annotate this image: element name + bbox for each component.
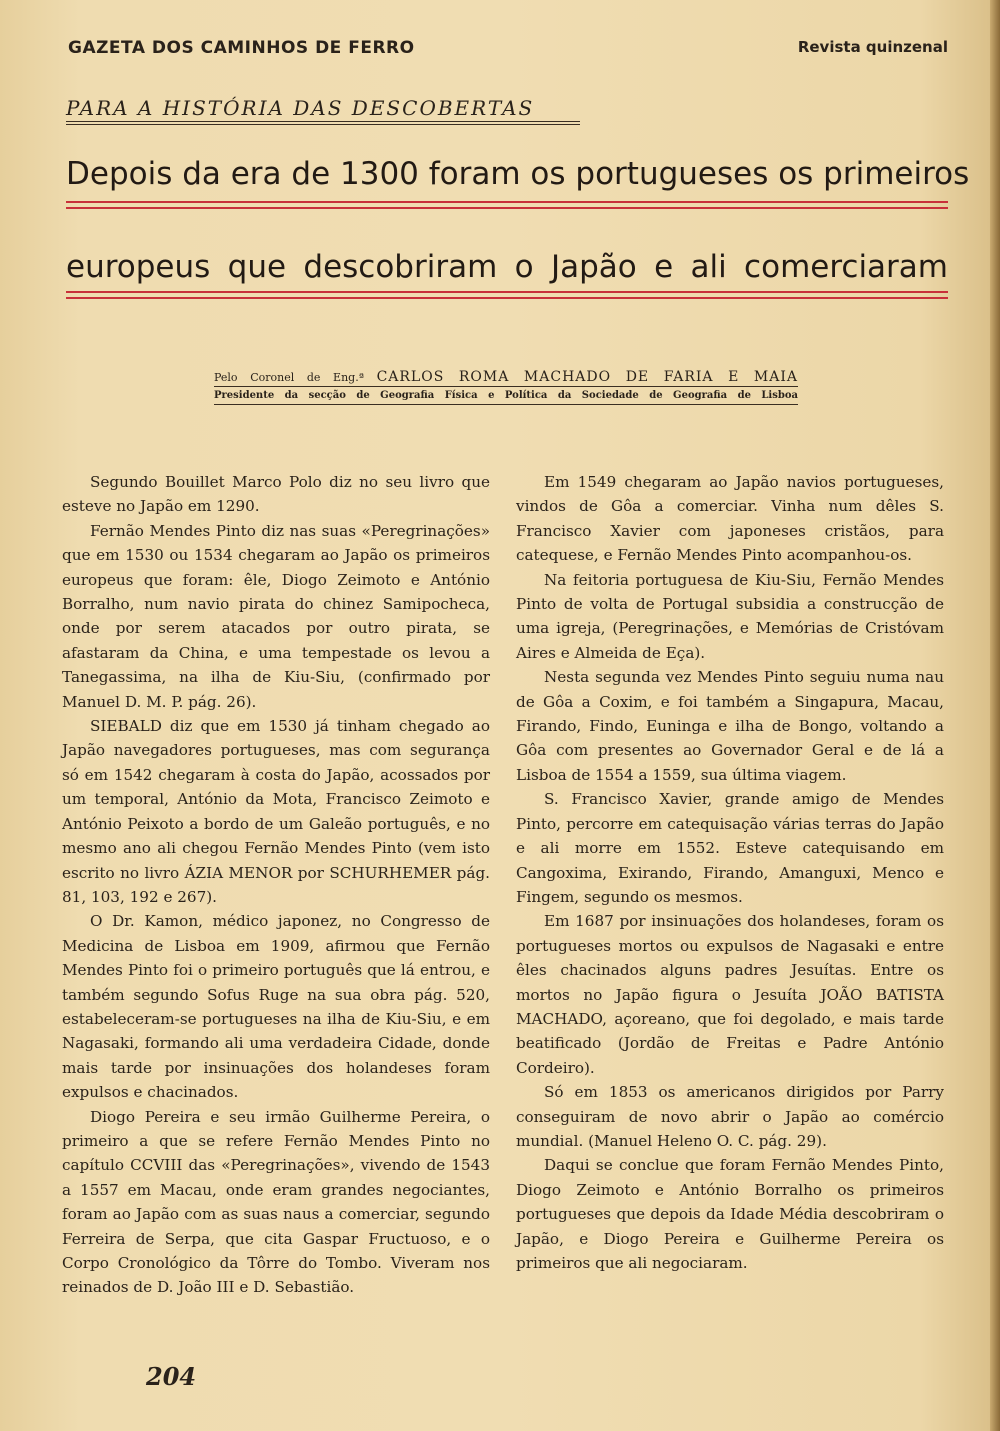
- paragraph: S. Francisco Xavier, grande amigo de Mendes Pinto, percorre em catequisação várias terras do Japão e ali morre em 1552. Esteve catequisando em Cangoxima, Exirando, Firando, Amanguxi, Menco e Fingem, segundo os mesmos.: [516, 790, 944, 906]
- headline-rule: [66, 297, 948, 299]
- paragraph: Diogo Pereira e seu irmão Guilherme Pereira, o primeiro a que se refere Fernão Mendes Pinto no capítulo CCVIII das «Peregrinações», vivendo de 1543 a 1557 em Macau, onde eram grandes negociantes, foram ao Japão com as suas naus a comerciar, segundo Ferreira de Serpa, que cita Gaspar Fructuoso, e o Corpo Cronológico da Tôrre do Tombo. Viveram nos reinados de D. João III e D. Sebastião.: [62, 1107, 490, 1297]
- paragraph: Em 1549 chegaram ao Japão navios portugueses, vindos de Gôa a comerciar. Vinha num dêles S. Francisco Xavier com japoneses cristãos, para catequese, e Fernão Mendes Pinto acompanhou-os.: [516, 473, 944, 565]
- headline-rule: [66, 291, 948, 293]
- affiliation-rule: [214, 404, 798, 405]
- right-column: [516, 470, 944, 1275]
- paragraph: Daqui se conclue que foram Fernão Mendes Pinto, Diogo Zeimoto e António Borralho os primeiros portugueses que depois da Idade Média descobriram o Japão, e Diogo Pereira e Guilherme Pereira os primeiros que ali negociaram.: [516, 1156, 944, 1272]
- author-affiliation: Presidente da secção de Geografia Física e Política da Sociedade de Geografia de Lisboa: [214, 390, 798, 401]
- paragraph: O Dr. Kamon, médico japonez, no Congresso de Medicina de Lisboa em 1909, afirmou que Fernão Mendes Pinto foi o primeiro português que lá entrou, e também segundo Sofus Ruge na sua obra pág. 520, estabeleceram-se portugueses na ilha de Kiu-Siu, e em Nagasaki, formando ali uma verdadeira Cidade, donde mais tarde por insinuações dos holandeses foram expulsos e chacinados.: [62, 912, 490, 1102]
- paragraph: SIEBALD diz que em 1530 já tinham chegado ao Japão navegadores portugueses, mas com segurança só em 1542 chegaram à costa do Japão, acossados por um temporal, António da Mota, Francisco Zeimoto e António Peixoto a bordo de um Galeão português, e no mesmo ano ali chegou Fernão Mendes Pinto (vem isto escrito no livro ÁZIA MENOR por SCHURHEMER pág. 81, 103, 192 e 267).: [62, 717, 490, 906]
- paragraph: Segundo Bouillet Marco Polo diz no seu livro que esteve no Japão em 1290.: [62, 473, 490, 516]
- paragraph: Só em 1853 os americanos dirigidos por Parry conseguiram de novo abrir o Japão ao comércio mundial. (Manuel Heleno O. C. pág. 29).: [516, 1083, 944, 1150]
- page-number: 204: [146, 1362, 197, 1391]
- byline-rule: [214, 386, 798, 387]
- publication-frequency: Revista quinzenal: [797, 38, 948, 56]
- paragraph: Em 1687 por insinuações dos holandeses, foram os portugueses mortos ou expulsos de Nagasaki e entre êles chacinados alguns padres Jesuítas. Entre os mortos no Japão figura o Jesuíta JOÃO BATISTA MACHADO, açoreano, que foi degolado, e mais tarde beatificado (Jordão de Freitas e Padre António Cordeiro).: [516, 912, 944, 1077]
- headline-rule: [66, 207, 948, 209]
- paragraph: Fernão Mendes Pinto diz nas suas «Peregrinações» que em 1530 ou 1534 chegaram ao Japão os primeiros europeus que foram: êle, Diogo Zeimoto e António Borralho, num navio pirata do chinez Samipocheca, onde por serem atacados por outro pirata, se afastaram da China, e uma tempestade os levou a Tanegassima, na ilha de Kiu-Siu, (confirmado por Manuel D. M. P. pág. 26).: [62, 521, 490, 711]
- headline-rule: [66, 201, 948, 203]
- byline: [214, 369, 798, 385]
- section-underline: [66, 121, 580, 125]
- publication-name: GAZETA DOS CAMINHOS DE FERRO: [68, 38, 415, 58]
- left-column: [62, 470, 490, 1300]
- page-edge: [990, 0, 1000, 1431]
- byline-prefix: Pelo Coronel de Eng.ª: [214, 371, 364, 384]
- paragraph: Nesta segunda vez Mendes Pinto seguiu numa nau de Gôa a Coxim, e foi também a Singapura, Macau, Firando, Findo, Euninga e ilha de Bongo, voltando a Gôa com presentes ao Governador Geral e de lá a Lisboa de 1554 a 1559, sua última viagem.: [516, 668, 944, 784]
- headline-line-1: Depois da era de 1300 foram os portugueses os primeiros: [66, 156, 970, 192]
- section-title: PARA A HISTÓRIA DAS DESCOBERTAS: [66, 96, 535, 120]
- paragraph: Na feitoria portuguesa de Kiu-Siu, Fernão Mendes Pinto de volta de Portugal subsidia a construcção de uma igreja, (Peregrinações, e Memórias de Cristóvam Aires e Almeida de Eça).: [516, 570, 944, 662]
- author-name: CARLOS ROMA MACHADO DE FARIA E MAIA: [376, 369, 798, 385]
- headline-line-2: europeus que descobriram o Japão e ali comerciaram: [66, 249, 948, 285]
